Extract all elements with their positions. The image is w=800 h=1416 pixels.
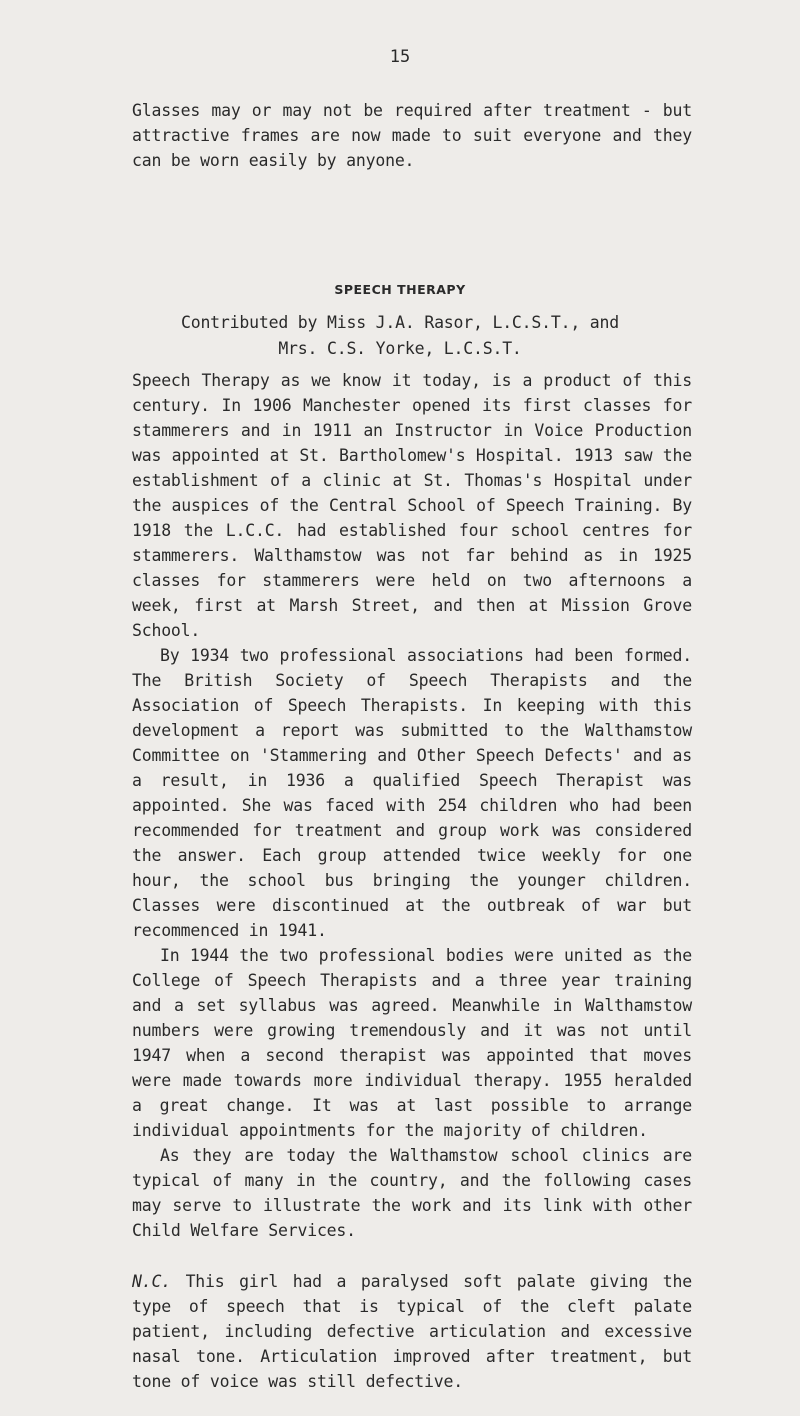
contributors-line-2: Mrs. C.S. Yorke, L.C.S.T. bbox=[278, 339, 522, 358]
paragraph-college: In 1944 the two professional bodies were united as the College of Speech Therapists and a three year training and a set syllabus was agreed. Meanwhile in Walthamstow numbers were growing tremendously and it was not until 1947 when a second therapist was appointed that moves were made towards more individual therapy. 1955 heralded a great change. It was at last possible to arrange individual appointments for the majority of children. bbox=[132, 946, 692, 1140]
contributors bbox=[0, 310, 800, 362]
paragraph-associations: By 1934 two professional associations had been formed. The British Society of Speech Therapists and the Association of Speech Therapists. In keeping with this development a report was submitted to the Walthamstow Committee on 'Stammering and Other Speech Defects' and as a result, in 1936 a qualified Speech Therapist was appointed. She was faced with 254 children who had been recommended for treatment and group work was considered the answer. Each group attended twice weekly for one hour, the school bus bringing the younger children. Classes were discontinued at the outbreak of war but recommenced in 1941. bbox=[132, 646, 692, 940]
case-paragraph bbox=[132, 1269, 692, 1394]
paragraph-history: Speech Therapy as we know it today, is a product of this century. In 1906 Manchester opened its first classes for stammerers and in 1911 an Instructor in Voice Production was appointed at St. Bartholomew's Hospital. 1913 saw the establishment of a clinic at St. Thomas's Hospital under the auspices of the Central School of Speech Training. By 1918 the L.C.C. had established four school centres for stammerers. Walthamstow was not far behind as in 1925 classes for stammerers were held on two afternoons a week, first at Marsh Street, and then at Mission Grove School. bbox=[132, 371, 692, 640]
section-heading: SPEECH THERAPY bbox=[334, 282, 466, 297]
case-code: N.C. bbox=[132, 1272, 171, 1291]
contributors-line-1: Contributed by Miss J.A. Rasor, L.C.S.T., and bbox=[180, 313, 620, 332]
case-text: This girl had a paralysed soft palate giving the type of speech that is typical of the cleft palate patient, including defective articulation and excessive nasal tone. Articulation improved after treatment, but tone of voice was still defective. bbox=[132, 1272, 692, 1391]
article-body bbox=[132, 368, 692, 1394]
intro-paragraph: Glasses may or may not be required after treatment - but attractive frames are now made to suit everyone and they can be worn easily by anyone. bbox=[132, 101, 692, 170]
paragraph-clinics: As they are today the Walthamstow school clinics are typical of many in the country, and the following cases may serve to illustrate the work and its link with other Child Welfare Services. bbox=[132, 1146, 692, 1240]
page-number: 15 bbox=[389, 47, 411, 67]
